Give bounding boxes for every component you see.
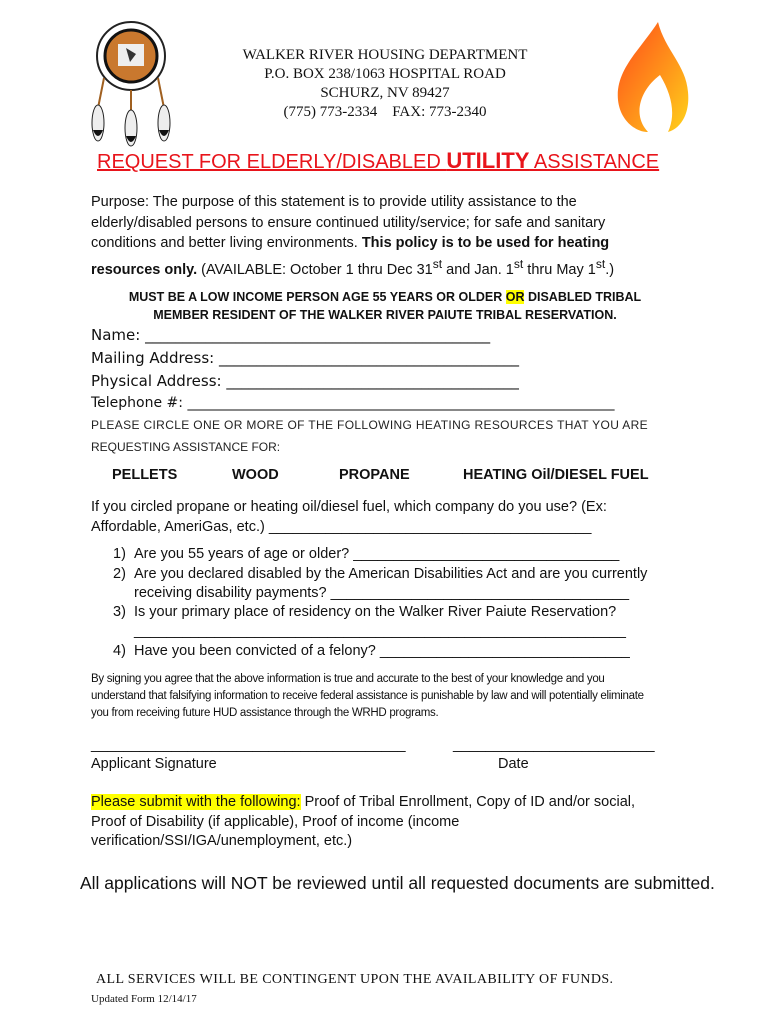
eligibility-line-2: MEMBER RESIDENT OF THE WALKER RIVER PAIUTE TRIBAL RESERVATION. [153,308,617,322]
sup: st [432,256,443,271]
purpose-line [91,254,614,280]
sup: st [513,256,524,271]
option-propane[interactable]: PROPANE [339,467,410,483]
sup: st [595,256,606,271]
purpose-line [91,233,614,254]
question-3: Is your primary place of residency on the Walker River Paiute Reservation? [134,604,617,620]
circle-instructions-2: REQUESTING ASSISTANCE FOR: [91,440,281,454]
purpose-line: elderly/disabled persons to ensure continued utility/service; for safe and sanitary [91,214,606,231]
org-city: SCHURZ, NV 89427 [320,85,450,101]
attestation-line: you from receiving future HUD assistance through the WRHD programs. [91,707,439,719]
text: conditions and better living environments. [91,235,362,251]
text-bold: This policy is to be used for heating [361,235,610,251]
question-3-answer[interactable]: _____________________________________________________________ [134,623,626,639]
purpose-line: Purpose: The purpose of this statement is to provide utility assistance to the [91,194,577,210]
title-emphasis: UTILITY [446,148,530,173]
org-address: P.O. BOX 238/1063 HOSPITAL ROAD [264,66,506,82]
org-name: WALKER RIVER HOUSING DEPARTMENT [242,47,528,63]
attestation-line: By signing you agree that the above information is true and accurate to the best of your knowledge and you [91,673,605,685]
title-part: ASSISTANCE [529,151,660,173]
text: MUST BE A LOW INCOME PERSON AGE 55 YEARS OR OLDER [128,290,506,304]
attestation-line: understand that falsifying information to receive federal assistance is punishable by law and will potentially eliminate [91,690,644,702]
funds-notice: ALL SERVICES WILL BE CONTINGENT UPON THE AVAILABILITY OF FUNDS. [96,972,614,987]
name-field[interactable]: Name: ______________________________________________ [91,326,491,344]
question-2-answer[interactable]: receiving disability payments? _____________________________________ [134,585,630,601]
eligibility-line-1 [0,288,770,306]
signature-label: Applicant Signature [91,756,217,772]
text: thru May 1 [523,261,596,278]
text: DISABLED TRIBAL [524,290,642,304]
text: .) [605,261,615,278]
telephone-field[interactable]: Telephone #: _____________________________________________________________ [91,395,615,411]
submit-highlight: Please submit with the following: [91,794,301,810]
option-pellets[interactable]: PELLETS [112,467,178,483]
date-label: Date [498,756,529,772]
highlighted-or: OR [505,290,525,304]
title-part: REQUEST FOR ELDERLY/DISABLED [97,151,447,173]
question-1-number: 1) [113,546,126,562]
text: and Jan. 1 [442,261,514,278]
question-2-number: 2) [113,566,126,582]
review-notice: All applications will NOT be reviewed until all requested documents are submitted. [80,873,715,893]
question-2: Are you declared disabled by the American Disabilities Act and are you currently [134,566,648,582]
org-phone: (775) 773-2334 FAX: 773-2340 [283,104,487,120]
text-bold: resources only. [91,261,198,278]
question-4[interactable]: Have you been convicted of a felony? _______________________________ [134,643,630,659]
signature-line[interactable]: _______________________________________ [91,737,406,753]
question-1[interactable]: Are you 55 years of age or older? _________________________________ [134,546,620,562]
option-heating-oil[interactable]: HEATING Oil/DIESEL FUEL [463,467,649,483]
text: Proof of Tribal Enrollment, Copy of ID and/or social, [300,794,636,810]
purpose-text [91,192,614,280]
text: (AVAILABLE: October 1 thru Dec 31 [197,261,433,278]
submit-line-3: verification/SSI/IGA/unemployment, etc.) [91,833,353,849]
option-wood[interactable]: WOOD [232,467,279,483]
question-3-number: 3) [113,604,126,620]
submit-line-1 [91,792,635,813]
company-question: If you circled propane or heating oil/diesel fuel, which company do you use? (Ex: [91,499,607,515]
physical-address-field[interactable]: Physical Address: _______________________________________ [91,372,519,390]
submit-line-2: Proof of Disability (if applicable), Proof of income (income [91,814,460,830]
date-line[interactable]: _________________________ [453,737,655,753]
updated-date: Updated Form 12/14/17 [91,993,197,1005]
company-answer-field[interactable]: Affordable, AmeriGas, etc.) ________________________________________ [91,519,592,535]
question-4-number: 4) [113,643,126,659]
mailing-address-field[interactable]: Mailing Address: ________________________________________ [91,349,519,367]
page-title [97,148,659,174]
circle-instructions: PLEASE CIRCLE ONE OR MORE OF THE FOLLOWING HEATING RESOURCES THAT YOU ARE [91,418,648,432]
